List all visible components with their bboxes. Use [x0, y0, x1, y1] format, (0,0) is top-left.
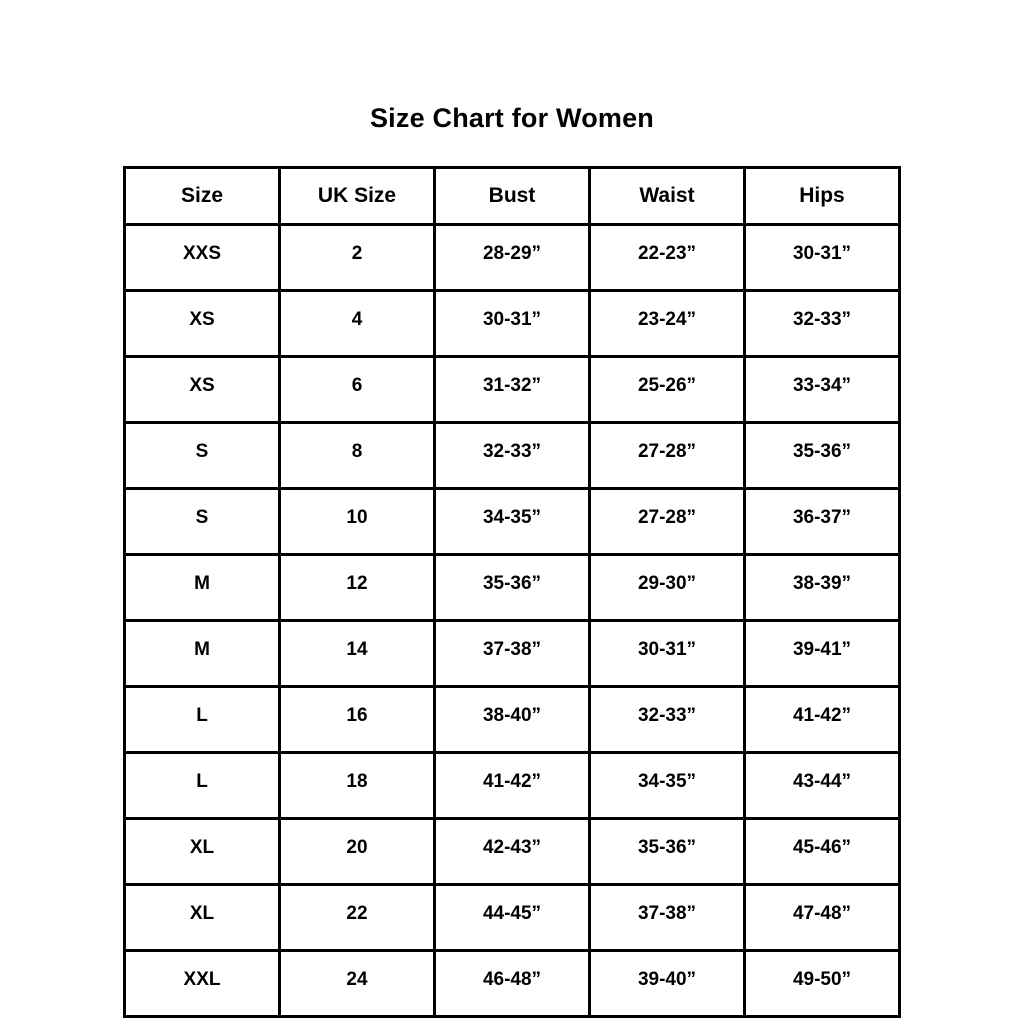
table-cell: 43-44”: [745, 753, 900, 819]
table-cell: 45-46”: [745, 819, 900, 885]
table-cell: 39-40”: [590, 951, 745, 1017]
table-cell: 35-36”: [590, 819, 745, 885]
table-cell: XS: [125, 291, 280, 357]
table-cell: 32-33”: [435, 423, 590, 489]
table-row: [125, 357, 900, 423]
column-header: Waist: [590, 168, 745, 225]
column-header: Size: [125, 168, 280, 225]
table-cell: 42-43”: [435, 819, 590, 885]
table-cell: 23-24”: [590, 291, 745, 357]
table-cell: 22: [280, 885, 435, 951]
table-cell: XXS: [125, 225, 280, 291]
header-row: [125, 168, 900, 225]
table-cell: XL: [125, 885, 280, 951]
table-cell: XXL: [125, 951, 280, 1017]
table-cell: XS: [125, 357, 280, 423]
table-cell: 22-23”: [590, 225, 745, 291]
column-header: UK Size: [280, 168, 435, 225]
table-cell: 39-41”: [745, 621, 900, 687]
table-body: [125, 225, 900, 1017]
page-title: Size Chart for Women: [369, 103, 655, 133]
table-cell: 16: [280, 687, 435, 753]
table-header: [125, 168, 900, 225]
table-cell: 28-29”: [435, 225, 590, 291]
table-cell: 47-48”: [745, 885, 900, 951]
table-cell: L: [125, 753, 280, 819]
table-cell: 10: [280, 489, 435, 555]
table-row: [125, 423, 900, 489]
table-cell: L: [125, 687, 280, 753]
table-row: [125, 489, 900, 555]
column-header: Bust: [435, 168, 590, 225]
column-header: Hips: [745, 168, 900, 225]
table-cell: 38-39”: [745, 555, 900, 621]
table-cell: 14: [280, 621, 435, 687]
table-cell: 24: [280, 951, 435, 1017]
table-cell: 38-40”: [435, 687, 590, 753]
table-row: [125, 753, 900, 819]
table-cell: 29-30”: [590, 555, 745, 621]
table-cell: 20: [280, 819, 435, 885]
table-row: [125, 885, 900, 951]
table-cell: 8: [280, 423, 435, 489]
table-cell: 18: [280, 753, 435, 819]
table-row: [125, 819, 900, 885]
table-row: [125, 621, 900, 687]
table-cell: 4: [280, 291, 435, 357]
table-row: [125, 555, 900, 621]
table-cell: 34-35”: [590, 753, 745, 819]
table-cell: 49-50”: [745, 951, 900, 1017]
table-cell: 32-33”: [745, 291, 900, 357]
table-row: [125, 687, 900, 753]
table-cell: S: [125, 423, 280, 489]
table-cell: 41-42”: [435, 753, 590, 819]
table-cell: 35-36”: [435, 555, 590, 621]
table-cell: M: [125, 621, 280, 687]
table-cell: 46-48”: [435, 951, 590, 1017]
table-cell: 2: [280, 225, 435, 291]
table-cell: 6: [280, 357, 435, 423]
table-cell: 36-37”: [745, 489, 900, 555]
table-cell: 27-28”: [590, 423, 745, 489]
table-row: [125, 225, 900, 291]
table-cell: XL: [125, 819, 280, 885]
table-row: [125, 291, 900, 357]
table-cell: 33-34”: [745, 357, 900, 423]
table-cell: 27-28”: [590, 489, 745, 555]
table-cell: 31-32”: [435, 357, 590, 423]
table-cell: 30-31”: [435, 291, 590, 357]
table-cell: 30-31”: [745, 225, 900, 291]
table-cell: M: [125, 555, 280, 621]
table-cell: 41-42”: [745, 687, 900, 753]
table-cell: 34-35”: [435, 489, 590, 555]
table-cell: 30-31”: [590, 621, 745, 687]
table-cell: 25-26”: [590, 357, 745, 423]
table-cell: 44-45”: [435, 885, 590, 951]
size-chart-table: [123, 166, 901, 1018]
table-cell: 37-38”: [435, 621, 590, 687]
table-cell: 37-38”: [590, 885, 745, 951]
table-cell: S: [125, 489, 280, 555]
table-cell: 35-36”: [745, 423, 900, 489]
table-row: [125, 951, 900, 1017]
table-cell: 12: [280, 555, 435, 621]
table-cell: 32-33”: [590, 687, 745, 753]
